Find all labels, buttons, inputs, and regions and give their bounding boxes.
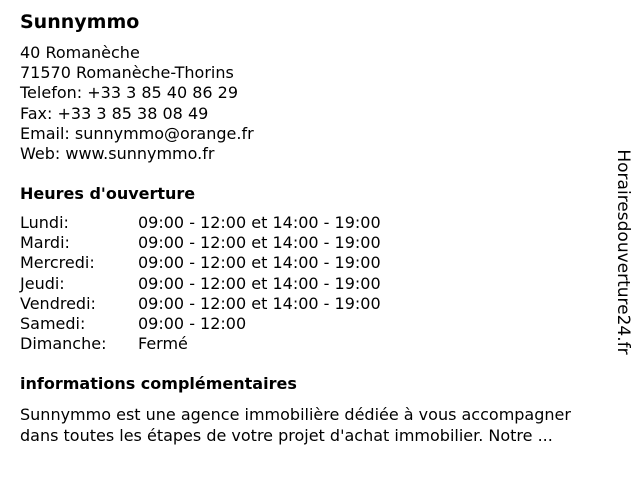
phone-number: Telefon: +33 3 85 40 86 29 [20, 83, 239, 103]
hours-row-tuesday [20, 233, 381, 253]
fax-number: Fax: +33 3 85 38 08 49 [20, 103, 209, 123]
opening-hours-heading: Heures d'ouverture [20, 184, 196, 203]
address-city: 71570 Romanèche-Thorins [20, 63, 234, 83]
business-description [20, 404, 620, 446]
day-label: Mardi: [20, 233, 70, 253]
day-label: Dimanche: [20, 334, 107, 354]
site-watermark: Horairesdouverture24.fr [613, 149, 633, 355]
description-line: Sunnymmo est une agence immobilière dédiée à vous accompagner [20, 405, 571, 424]
day-label: Lundi: [20, 213, 69, 232]
hours-row-thursday [20, 274, 381, 294]
description-line: dans toutes les étapes de votre projet d'achat immobilier. Notre ... [20, 426, 553, 445]
contact-block [20, 43, 254, 164]
website-address: Web: www.sunnymmo.fr [20, 144, 215, 164]
day-hours: 09:00 - 12:00 et 14:00 - 19:00 [138, 293, 381, 313]
day-hours: 09:00 - 12:00 et 14:00 - 19:00 [138, 253, 381, 273]
day-label: Mercredi: [20, 253, 95, 273]
day-hours: 09:00 - 12:00 et 14:00 - 19:00 [138, 273, 381, 293]
hours-row-monday [20, 213, 381, 233]
day-hours: 09:00 - 12:00 et 14:00 - 19:00 [138, 233, 381, 253]
hours-row-friday [20, 294, 381, 314]
day-label: Vendredi: [20, 293, 96, 313]
day-hours: 09:00 - 12:00 [138, 314, 247, 334]
address-street: 40 Romanèche [20, 43, 140, 62]
additional-info-heading: informations complémentaires [20, 374, 297, 393]
hours-row-sunday [20, 334, 381, 354]
day-hours: Fermé [138, 334, 188, 354]
day-hours: 09:00 - 12:00 et 14:00 - 19:00 [138, 213, 381, 232]
business-name: Sunnymmo [20, 11, 140, 33]
day-label: Jeudi: [20, 273, 65, 293]
email-address: Email: sunnymmo@orange.fr [20, 123, 254, 143]
hours-row-saturday [20, 314, 381, 334]
hours-row-wednesday [20, 253, 381, 273]
opening-hours-table [20, 213, 381, 354]
day-label: Samedi: [20, 314, 86, 334]
